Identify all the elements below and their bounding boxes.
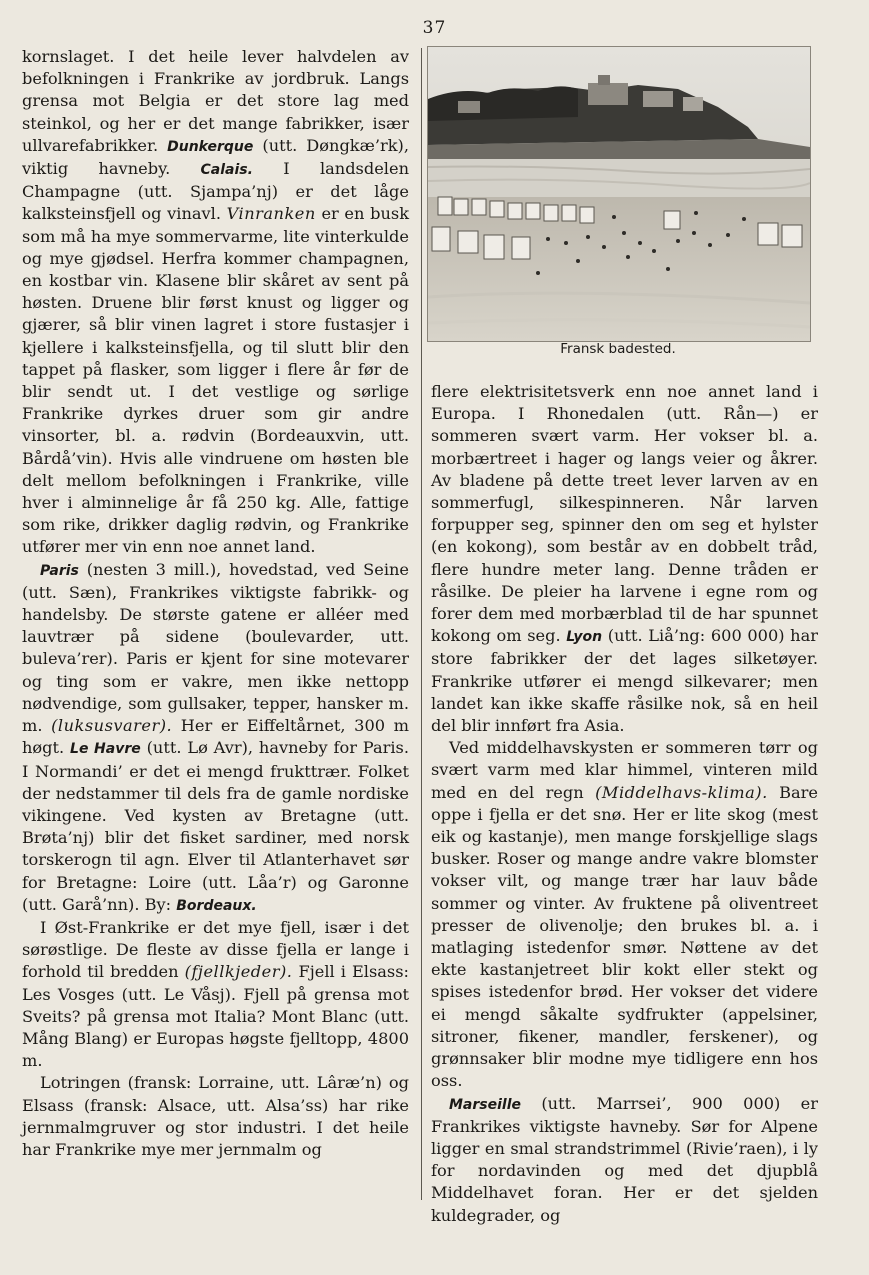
key-term: Vinranken [226, 204, 316, 224]
body-text: kornslaget. I det heile lever halvdelen av befolkningen i Frankrike av jordbruk. Langs grensa mot Belgia er det store lag med steinkol, og her er det mange fabrikker, især ullvarefabrikker. [22, 47, 409, 155]
place-name: Le Havre [70, 741, 141, 758]
body-text: flere elektrisitetsverk enn noe annet land i Europa. I Rhonedalen (utt. Rån—) er sommeren svært varm. Her vokser bl. a. morbærtreet i hager og langs veier og åkrer. Av bladene på dette treet lever larven av en sommerfugl, silkespinneren. Når larven forpupper seg, spinner den om seg et hylster (en kokong), som består av en dobbelt tråd, flere hundre meter lang. Denne tråden er råsilke. De pleier ha larvene i egne rom og forer dem med morbærblad til de har spunnet kokong om seg. [431, 382, 818, 646]
key-term: (luksusvarer). [51, 716, 173, 736]
body-text: (utt. Lø Avr), havneby for Paris. I Normandi’ er det ei mengd frukttrær. Folket der nedstammer til dels fra de gamle nordiske vikingene. Ved kysten av Bretagne (utt. Brøta’nj) blir det fisket sardiner, med norsk torskerogn til agn. Elver til Atlanterhavet sør for Bretagne: Loire (utt. Låa’r) og Garonne (utt. Garå’nn). By: [22, 738, 409, 914]
paragraph-east-france-mountains [22, 917, 409, 1072]
paragraph-marseille-riviera [431, 1093, 818, 1227]
place-name: Calais. [200, 162, 253, 179]
paragraph-paris [22, 559, 409, 917]
column-divider [421, 48, 422, 1200]
body-text: I Øst-Frankrike er det mye fjell, især i det sørøstlige. De fleste av disse fjella er lange i forhold til bredden [22, 917, 409, 982]
body-text: er en busk som må ha mye sommervarme, lite vinterkulde og mye gjødsel. Herfra kommer champagnen, en kostbar vin. Klasene blir skåret av sent på høsten. Druene blir først knust og ligger og gjærer, så blir vinen lagret i store fustasjer i kjellere i kalksteinsfjella, og til slutt blir den tappet på flasker, som ligger i flere år før de blir sendt ut. I det vestlige og sørlige Frankrike dyrkes druer som gir andre vinsorter, bl. a. rødvin (Bordeauxvin, utt. Bårdå’vin). Hvis alle vindruene om høsten ble delt mellom befolkningen i Frankrike, ville hver i alminnelige år få 250 kg. Alle, fattige som rike, drikker daglig rødvin, og Frankrike utfører mer vin enn noe annet land. [22, 204, 409, 557]
place-name: Bordeaux. [176, 897, 257, 914]
place-name: Lyon [566, 629, 603, 646]
key-term: (Middelhavs-klima). [595, 782, 768, 802]
place-name: Paris [40, 562, 79, 579]
body-text: (utt. Marrsei’, 900 000) er Frankrikes viktigste havneby. Sør for Alpene ligger en smal strandstrimmel (Rivie’raen), i ly for nordavinden og med det djupblå Middelhavet foran. Her er det sjelden kuldegrader, og [431, 1093, 818, 1225]
paragraph-france-agriculture-wine [22, 46, 409, 559]
body-text: Ved middelhavskysten er sommeren tørr og svært varm med klar himmel, vinteren mild med en del regn [431, 738, 818, 802]
body-text: Bare oppe i fjella er det snø. Her er lite skog (mest eik og kastanje), men mange forskjellige slags busker. Roser og mange andre vakre blomster vokser vilt, og mange trær har lauv både sommer og vinter. Av fruktene på oliventreet presser de olivenolje; den brukes bl. a. i matlaging istedenfor smør. Nøttene av det ekte kastanjetreet blir kokt eller stekt og spises istedenfor brød. Her vokser det videre ei mengd såkalte sydfrukter (appelsiner, sitroner, fikener, mandler, ferskener), og grønnsaker blir modne mye tidligere enn hos oss. [431, 782, 819, 1091]
place-name: Dunkerque [167, 138, 254, 155]
body-text: (utt. Døngkæ’rk), viktig havneby. [22, 135, 409, 179]
key-term: (fjellkjeder). [184, 962, 293, 982]
body-text: Fjell i Elsass: Les Vosges (utt. Le Våsj). Fjell på grensa mot Sveits? på grensa mot Italia? Mont Blanc (utt. Mång Blang) er Europas høgste fjelltopp, 4800 m. [22, 962, 409, 1071]
body-text: Her er Eiffeltårnet, 300 m høgt. [22, 716, 409, 758]
left-column [22, 46, 409, 1161]
paragraph-rhone-silk [431, 381, 818, 737]
paragraph-lorraine-alsace [22, 1072, 409, 1161]
paragraph-mediterranean-climate [431, 737, 818, 1092]
place-name: Marseille [449, 1096, 522, 1113]
page-number: 37 [422, 18, 447, 38]
body-text: Lotringen (fransk: Lorraine, utt. Lâræ’n) og Elsass (fransk: Alsace, utt. Alsa’ss) har rike jernmalmgruver og stor industri. I det heile har Frankrike mye mer jernmalm og [22, 1073, 409, 1159]
body-text: (nesten 3 mill.), hovedstad, ved Seine (utt. Sæn), Frankrikes viktigste fabrikk- og handelsby. De største gatene er alléer med lauvtrær på sidene (boulevarder, utt. buleva’rer). Paris er kjent for sine motevarer og ting som er vakre, men ikke nettopp nødvendige, som gullsaker, tepper, hansker m. m. [22, 559, 409, 736]
beach-photo-illustration [428, 47, 810, 341]
figure-caption: Fransk badested. [560, 341, 676, 357]
body-text: (utt. Liå’ng: 600 000) har store fabrikker der det lages silketøyer. Frankrike utfører ei mengd silkevarer; men landet kan ikke skaffe råsilke nok, så en heil del blir innført fra Asia. [431, 626, 818, 736]
body-text: I landsdelen Champagne (utt. Sjampa’nj) er det låge kalksteinsfjell og vinavl. [22, 159, 409, 224]
right-column [431, 381, 818, 1227]
beach-photograph [427, 46, 811, 342]
